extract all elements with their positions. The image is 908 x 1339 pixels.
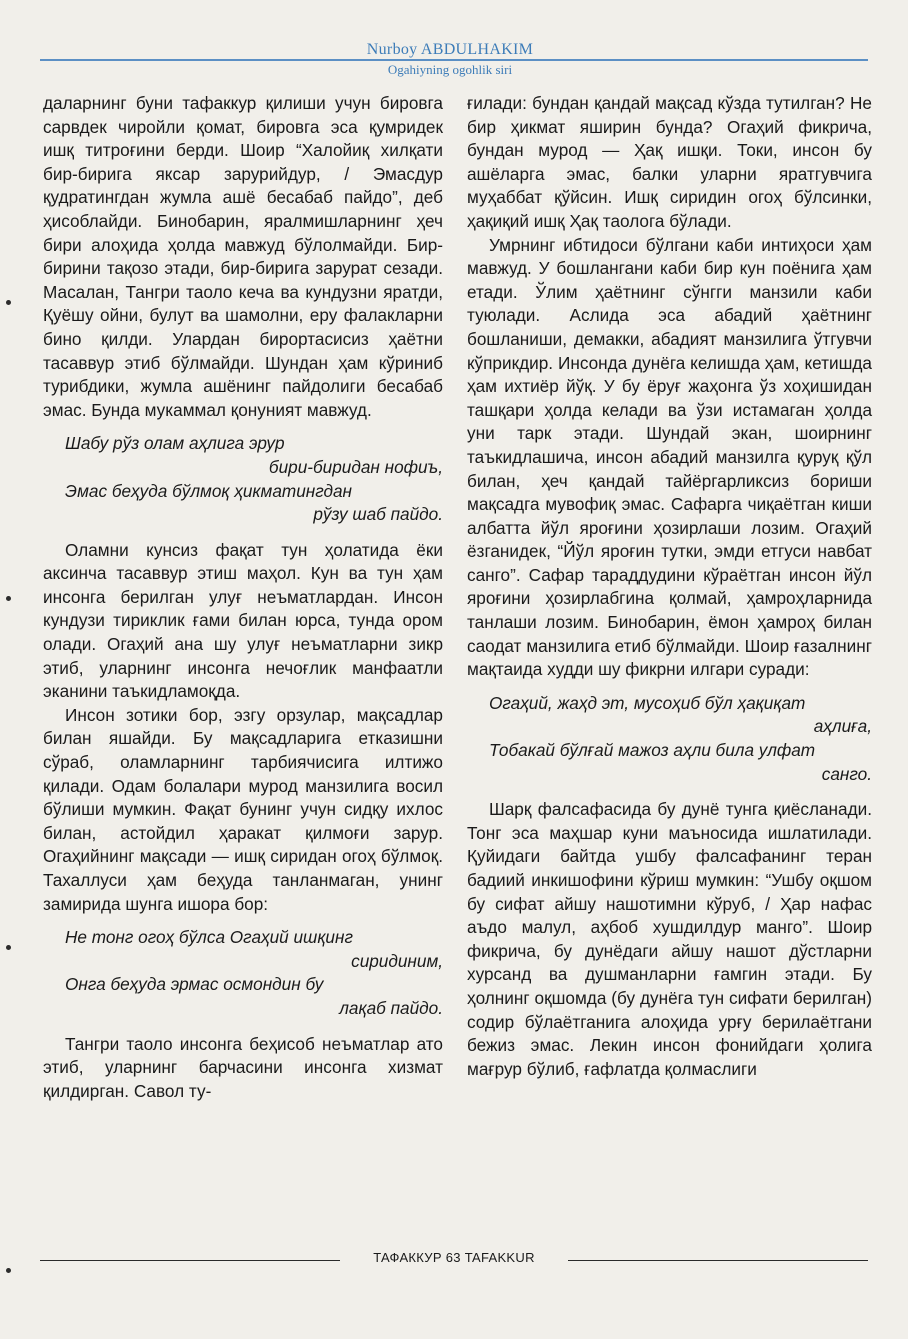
verse-line: Онга беҳуда эрмас осмондин бу (65, 974, 324, 995)
paragraph: Умрнинг ибтидоси бўлгани каби интиҳоси ҳам мавжуд. У бошлангани каби бир кун поёнига ҳам етади. Ўлим ҳаётнинг сўнгги манзили каби туюлади. Аслида эса абадий ҳаётнинг бошланиши, демакки, абадият манзилига ўтгувчи кўприкдир. Инсонда дунёга келишда ҳам, кетишда ҳам ихтиёр йўқ. У бу ёруғ жаҳонга ўз хоҳишидан ташқари ҳолда келади ва ўзи истамаган ҳолда уни тарк этади. Шундай экан, шоирнинг таъкидлашича, инсон абадий манзилга қуруқ қўл билан, ҳеч қандай тайёргарликсиз бориши мақсадга мувофиқ эмас. Сафарга чиқаётган киши албатта йўл яроғини ҳозирлаши лозим. Огаҳий ёзганидек, “Йўл яроғин тутки, эмди етгуси навбат санго”. Сафар тараддудини кўраётган инсон йўл яроғини ҳозирлабгина қолмай, ҳамроҳларнида танлаши лозим. Бинобарин, ёмон ҳамроҳ билан саодат манзилига етиб бўлмайди. Шоир ғазалнинг мақтаида худди шу фикрни илгари суради: (467, 234, 872, 680)
verse-block (43, 432, 443, 526)
verse-line: Не тонг огоҳ бўлса Огаҳий ишқинг (65, 927, 353, 948)
verse-line: рўзу шаб пайдо. (313, 504, 443, 525)
header-author: Nurboy ABDULHAKIM (366, 41, 534, 58)
verse-line: сиридиним, (351, 950, 443, 971)
paragraph: ғилади: бундан қандай мақсад кўзда тутилган? Не бир ҳикмат яширин бунда? Огаҳий фикрича, бундан мурод — Ҳақ ишқи. Токи, инсон бу ашёларга эмас, балки уларни яратгувчига муҳаббат қўйсин. Ишқ сиридин огоҳ бўлсинки, ҳақиқий ишқ Ҳақ таолога бўлади. (467, 93, 872, 231)
punch-hole-mark (6, 596, 11, 601)
verse-line: Шабу рўз олам аҳлига эрур (65, 433, 285, 454)
verse-line: бири-биридан нофиъ, (268, 456, 443, 477)
paragraph: Шарқ фалсафасида бу дунё тунга қиёсланади. Тонг эса маҳшар куни маъносида ишлатилади. Қуйидаги байтда ушбу фалсафанинг теран бадиий инкишофини кўриш мумкин: “Ушбу оқшом бу сифат айшу нашотимни кўруб, / Ҳар нафас аъдо малул, аҳбоб хушдилдур манго”. Шоир фикрича, бу дунёдаги айшу нашот дўстларни хурсанд ва душманларни ғамгин этади. Бу ҳолнинг оқшомда (бу дунёга тун сифати берилган) содир бўлаётганига алоҳида урғу берилаётгани бежиз эмас. Лекин инсон фонийдаги ҳолига мағрур бўлиб, ғафлатда қолмаслиги (467, 799, 872, 1079)
verse-line: санго. (821, 763, 872, 784)
page-header (40, 38, 868, 78)
paragraph: Оламни кунсиз фақат тун ҳолатида ёки аксинча тасаввур этиш маҳол. Кун ва тун ҳам инсонга берилган улуғ неъматлардан. Инсон кундузи тириклик ғами билан юрса, тунда ором олади. Огаҳий ана шу улуғ неъматларни зикр этиб, уларнинг инсонга нечоғлик манфаатли эканини таъкидламоқда. (43, 539, 443, 702)
punch-hole-mark (6, 945, 11, 950)
verse-line: Огаҳий, жаҳд эт, мусоҳиб бўл ҳақиқат (489, 692, 806, 713)
footer-page-label: ТАФАККУР 63 TAFAKKUR (373, 1250, 535, 1265)
verse-line: Эмас беҳуда бўлмоқ ҳикматингдан (65, 480, 353, 501)
verse-block (43, 926, 443, 1020)
paragraph: Инсон зотики бор, эзгу орзулар, мақсадлар билан яшайди. Бу мақсадларига етказишни сўраб, оламларнинг тарбиячисига илтижо қилади. Одам болалари мурод манзилига восил бўлиши мумкин. Фақат бунинг учун сидқу ихлос билан, астойдил ҳаракат қилмоғи зарур. Огаҳийнинг мақсади — ишқ сиридан огоҳ бўлмоқ. Тахаллуси ҳам беҳуда танланмаган, унинг замирида шунга ишора бор: (43, 704, 443, 914)
paragraph: даларнинг буни тафаккур қилиши учун бировга сарвдек чиройли қомат, бировга эса қумридек ишқ титроғини берди. Шоир “Халойиқ хилқати бир-бирига яксар зарурийдур, / Эмасдур қудратингдан жумла ашё бесабаб пайдо”, деб ҳисоблайди. Бинобарин, яралмишларнинг ҳеч бири алоҳида ҳолда мавжуд бўлолмайди. Бир-бирини тақозо этади, бир-бирига зарурат сезади. Масалан, Тангри таоло кеча ва кундузни яратди, Қуёшу ойни, булут ва шамолни, еру фалакларни бино қилди. Улардан бирортасисиз ҳаётни тасаввур этиб бўлмайди. Шундан ҳам кўриниб турибдики, жумла ашёнинг пайдолиги бесабаб эмас. Бунда мукаммал қонуният мавжуд. (43, 93, 443, 420)
header-subtitle: Ogahiyning ogohlik siri (387, 62, 513, 77)
page-footer (40, 1250, 868, 1270)
header-rule (40, 59, 868, 61)
right-column (467, 92, 872, 1081)
footer-rule-left (40, 1260, 340, 1261)
paragraph: Тангри таоло инсонга беҳисоб неъматлар ато этиб, уларнинг барчасини инсонга хизмат қилдирган. Савол ту- (43, 1033, 443, 1101)
verse-line: Тобакай бўлғай мажоз аҳли била улфат (489, 740, 816, 761)
punch-hole-mark (6, 1268, 11, 1273)
left-column (43, 92, 443, 1103)
footer-rule-right (568, 1260, 868, 1261)
verse-line: лақаб пайдо. (339, 997, 443, 1018)
verse-line: аҳлиға, (813, 716, 872, 737)
punch-hole-mark (6, 300, 11, 305)
verse-block (467, 692, 872, 786)
